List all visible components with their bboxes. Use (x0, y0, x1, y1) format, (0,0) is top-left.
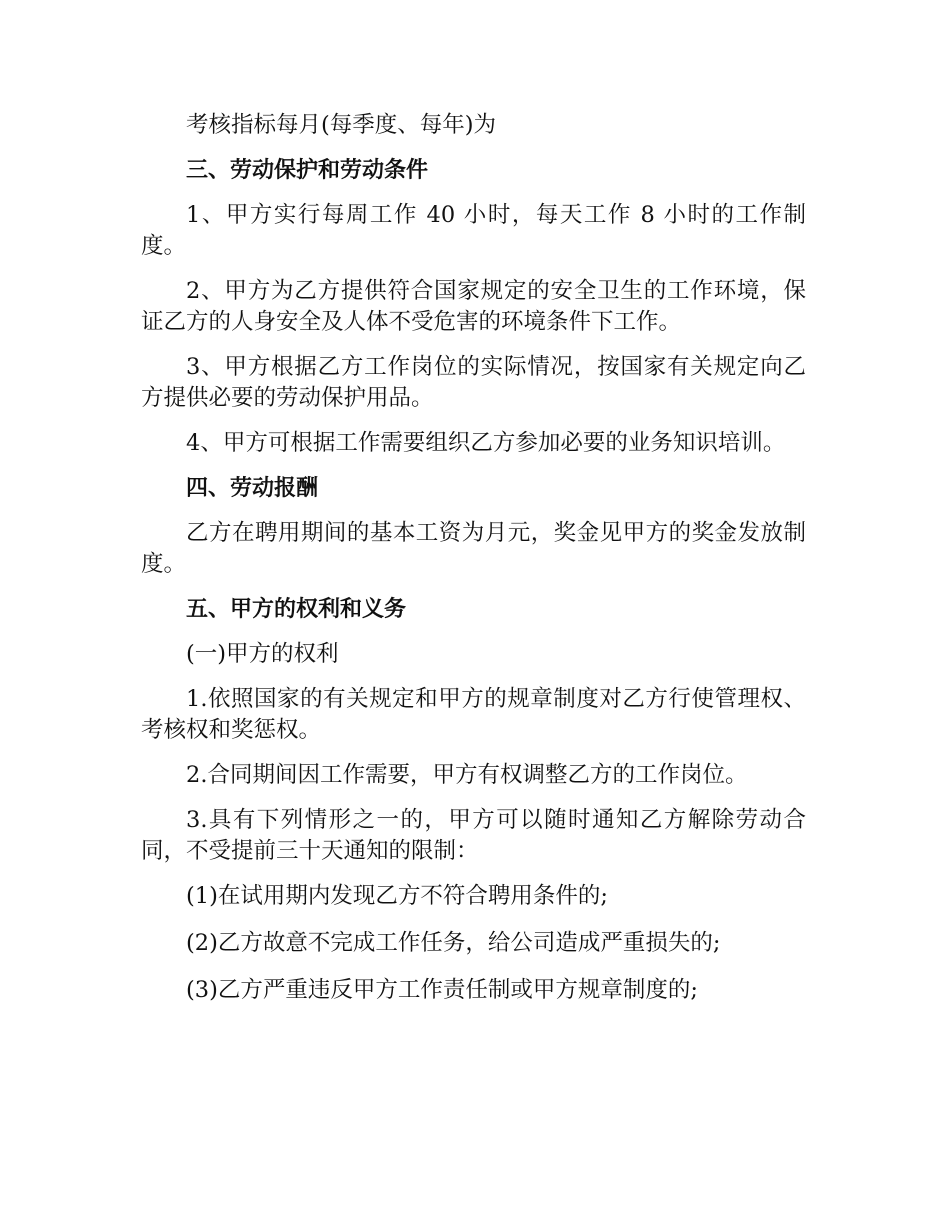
section-heading-party-a-rights-duties: 五、甲方的权利和义务 (186, 597, 407, 622)
list-item-task-failure: (2)乙方故意不完成工作任务，给公司造成严重损失的; (186, 930, 721, 956)
paragraph-job-adjustment: 2.合同期间因工作需要，甲方有权调整乙方的工作岗位。 (186, 762, 748, 788)
paragraph-assessment-indicator: 考核指标每月(每季度、每年)为 (186, 112, 497, 138)
paragraph-protective-equipment: 3、甲方根据乙方工作岗位的实际情况，按国家有关规定向乙方提供必要的劳动保护用品。 (141, 354, 806, 411)
list-item-rule-violation: (3)乙方严重违反甲方工作责任制或甲方规章制度的; (186, 977, 698, 1003)
paragraph-termination-conditions: 3.具有下列情形之一的，甲方可以随时通知乙方解除劳动合同，不受提前三十天通知的限制： (141, 807, 806, 864)
paragraph-management-rights: 1.依照国家的有关规定和甲方的规章制度对乙方行使管理权、考核权和奖惩权。 (141, 686, 806, 743)
section-heading-labor-protection: 三、劳动保护和劳动条件 (186, 158, 429, 183)
paragraph-base-salary: 乙方在聘用期间的基本工资为月元，奖金见甲方的奖金发放制度。 (141, 520, 806, 577)
paragraph-training: 4、甲方可根据工作需要组织乙方参加必要的业务知识培训。 (186, 430, 786, 456)
section-heading-remuneration: 四、劳动报酬 (186, 476, 319, 501)
subheading-party-a-rights: (一)甲方的权利 (186, 641, 339, 667)
document-body (141, 110, 806, 1020)
paragraph-working-hours: 1、甲方实行每周工作 40 小时，每天工作 8 小时的工作制度。 (141, 202, 806, 259)
list-item-probation: (1)在试用期内发现乙方不符合聘用条件的; (186, 883, 608, 909)
paragraph-work-environment: 2、甲方为乙方提供符合国家规定的安全卫生的工作环境，保证乙方的人身安全及人体不受危害的环境条件下工作。 (141, 278, 806, 335)
